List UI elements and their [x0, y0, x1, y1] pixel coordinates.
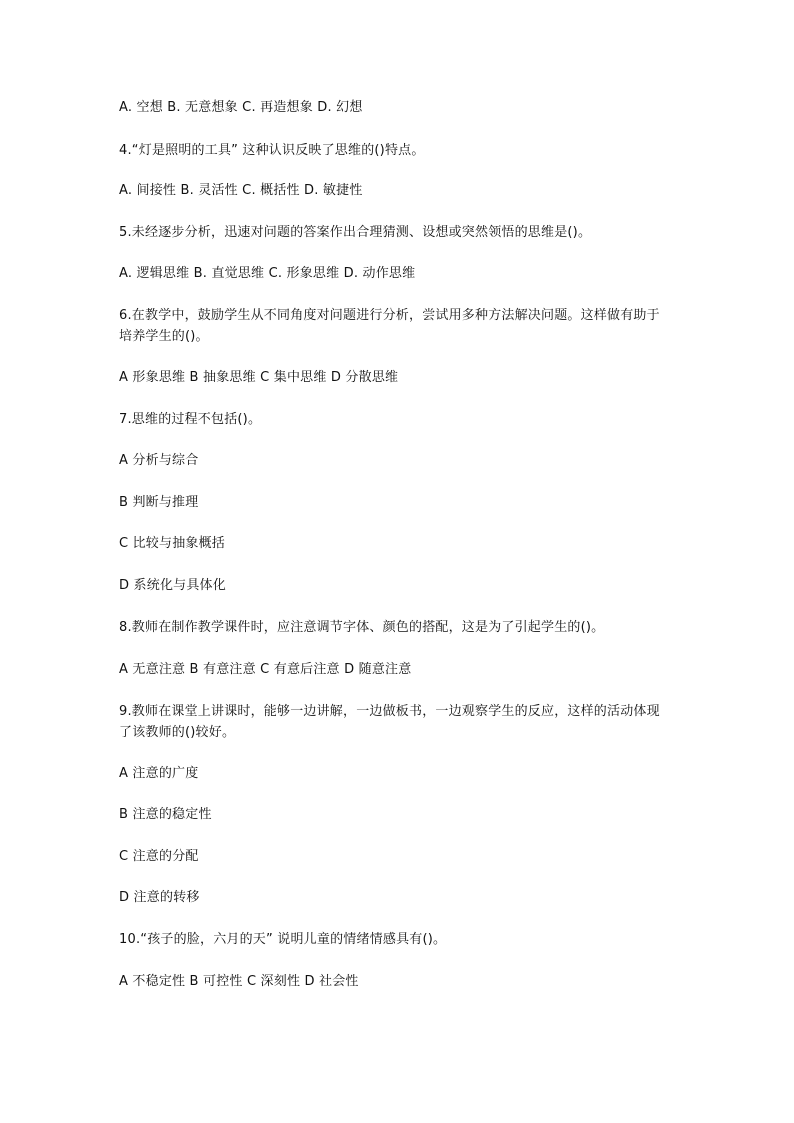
q6-question: 6.在教学中，鼓励学生从不同角度对问题进行分析，尝试用多种方法解决问题。这样做有助于培养学生的()。 [119, 308, 660, 344]
q10-question: 10.“孩子的脸，六月的天” 说明儿童的情绪情感具有()。 [119, 932, 447, 947]
q4-options: A. 间接性 B. 灵活性 C. 概括性 D. 敏捷性 [119, 183, 363, 198]
q9-option-b: B 注意的稳定性 [119, 807, 212, 822]
q4-question: 4.“灯是照明的工具” 这种认识反映了思维的()特点。 [119, 143, 425, 158]
q9-question: 9.教师在课堂上讲课时，能够一边讲解，一边做板书，一边观察学生的反应，这样的活动体现了该教师的()较好。 [119, 704, 660, 740]
q9-option-d: D 注意的转移 [119, 890, 200, 905]
q7-option-a: A 分析与综合 [119, 453, 199, 468]
q9-option-a: A 注意的广度 [119, 766, 199, 781]
q7-option-c: C 比较与抽象概括 [119, 536, 226, 551]
q8-options: A 无意注意 B 有意注意 C 有意后注意 D 随意注意 [119, 662, 412, 677]
q7-question: 7.思维的过程不包括()。 [119, 412, 262, 427]
q6-options: A 形象思维 B 抽象思维 C 集中思维 D 分散思维 [119, 370, 399, 385]
q5-question: 5.未经逐步分析，迅速对问题的答案作出合理猜测、设想或突然领悟的思维是()。 [119, 225, 592, 240]
q3-options: A. 空想 B. 无意想象 C. 再造想象 D. 幻想 [119, 100, 363, 115]
q5-options: A. 逻辑思维 B. 直觉思维 C. 形象思维 D. 动作思维 [119, 266, 416, 281]
q7-option-d: D 系统化与具体化 [119, 578, 226, 593]
q8-question: 8.教师在制作教学课件时，应注意调节字体、颜色的搭配，这是为了引起学生的()。 [119, 620, 605, 635]
q7-option-b: B 判断与推理 [119, 495, 199, 510]
q9-option-c: C 注意的分配 [119, 849, 199, 864]
q10-options: A 不稳定性 B 可控性 C 深刻性 D 社会性 [119, 974, 359, 989]
